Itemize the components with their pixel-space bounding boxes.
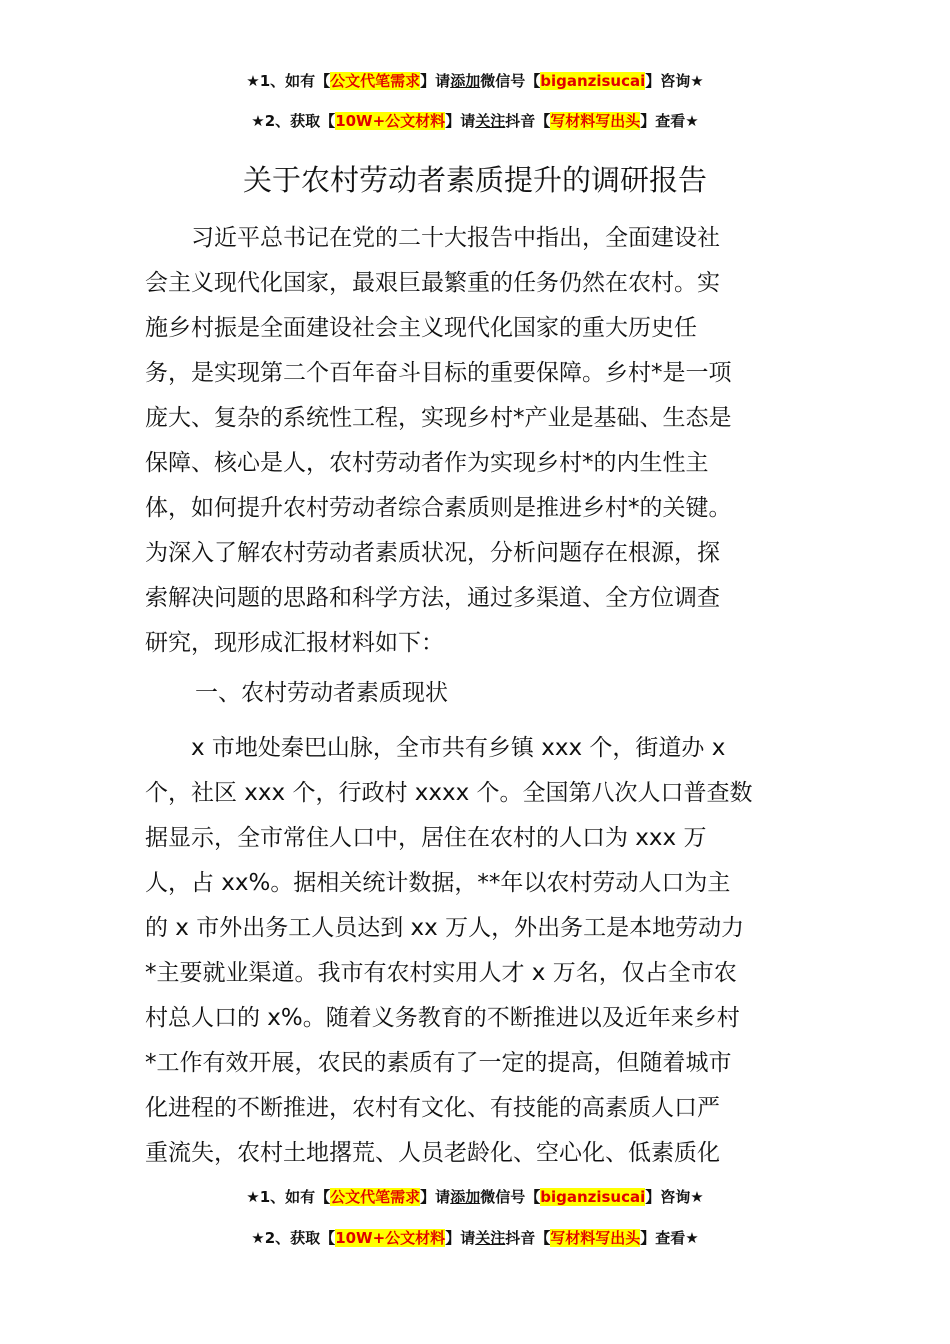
paragraph-line: 个，社区 xxx 个，行政村 xxxx 个。全国第八次人口普查数: [145, 780, 753, 806]
paragraph-line: 研究，现形成汇报材料如下：: [145, 630, 444, 656]
paragraph-line: 的 x 市外出务工人员达到 xx 万人，外出务工是本地劳动力: [145, 915, 745, 941]
header-promo-line-2: [0, 110, 950, 132]
footer-line2-mid2: 抖音【: [505, 1229, 551, 1247]
paragraph-line: 重流失，农村土地撂荒、人员老龄化、空心化、低素质化: [145, 1140, 720, 1166]
paragraph-line: 据显示，全市常住人口中，居住在农村的人口为 xxx 万: [145, 825, 707, 851]
header-line1-highlight-wechat-id: biganzisucai: [540, 72, 646, 90]
header-line2-suffix: 】查看★: [640, 112, 699, 130]
header-line2-mid2: 抖音【: [505, 112, 551, 130]
header-line2-highlight-materials: 10W+公文材料: [335, 112, 446, 130]
paragraph-line: 索解决问题的思路和科学方法，通过多渠道、全方位调查: [145, 585, 720, 611]
paragraph-line: 人，占 xx%。据相关统计数据，**年以农村劳动人口为主: [145, 870, 731, 896]
footer-line1-highlight-wechat-id: biganzisucai: [540, 1188, 646, 1206]
section1-paragraph: [145, 726, 807, 1176]
header-line1-prefix: ★1、如有【: [246, 72, 331, 90]
footer-line1-mid2: 微信号【: [480, 1188, 541, 1206]
paragraph-line: 体，如何提升农村劳动者综合素质则是推进乡村*的关键。: [145, 495, 732, 521]
paragraph-line: 村总人口的 x%。随着义务教育的不断推进以及近年来乡村: [145, 1005, 740, 1031]
header-line2-underlined: 关注: [475, 112, 506, 130]
paragraph-line: *主要就业渠道。我市有农村实用人才 x 万名，仅占全市农: [145, 960, 737, 986]
header-line1-highlight-service: 公文代笔需求: [330, 72, 421, 90]
footer-line2-prefix: ★2、获取【: [251, 1229, 336, 1247]
paragraph-line: 保障、核心是人，农村劳动者作为实现乡村*的内生性主: [145, 450, 709, 476]
paragraph-line: x 市地处秦巴山脉，全市共有乡镇 xxx 个，街道办 x: [145, 735, 726, 761]
paragraph-line: 化进程的不断推进，农村有文化、有技能的高素质人口严: [145, 1095, 720, 1121]
header-line1-underlined: 添加: [450, 72, 481, 90]
paragraph-line: 习近平总书记在党的二十大报告中指出，全面建设社: [145, 225, 720, 251]
footer-promo-line-1: [0, 1186, 950, 1208]
footer-line1-prefix: ★1、如有【: [246, 1188, 331, 1206]
document-title: 关于农村劳动者素质提升的调研报告: [242, 163, 707, 197]
footer-line2-underlined: 关注: [475, 1229, 506, 1247]
header-promo-line-1: [0, 70, 950, 92]
paragraph-line: 为深入了解农村劳动者素质状况，分析问题存在根源，探: [145, 540, 720, 566]
header-line2-prefix: ★2、获取【: [251, 112, 336, 130]
header-line1-suffix: 】咨询★: [645, 72, 704, 90]
footer-line2-highlight-douyin-id: 写材料写出头: [550, 1229, 641, 1247]
footer-line1-mid1: 】请: [420, 1188, 451, 1206]
footer-line1-suffix: 】咨询★: [645, 1188, 704, 1206]
paragraph-line: *工作有效开展，农民的素质有了一定的提高，但随着城市: [145, 1050, 732, 1076]
footer-line1-underlined: 添加: [450, 1188, 481, 1206]
paragraph-line: 务，是实现第二个百年奋斗目标的重要保障。乡村*是一项: [145, 360, 732, 386]
paragraph-line: 施乡村振是全面建设社会主义现代化国家的重大历史任: [145, 315, 697, 341]
header-line1-mid2: 微信号【: [480, 72, 541, 90]
intro-paragraph: [145, 216, 807, 666]
paragraph-line: 庞大、复杂的系统性工程，实现乡村*产业是基础、生态是: [145, 405, 732, 431]
paragraph-line: 会主义现代化国家，最艰巨最繁重的任务仍然在农村。实: [145, 270, 720, 296]
footer-line2-mid1: 】请: [445, 1229, 476, 1247]
footer-line2-suffix: 】查看★: [640, 1229, 699, 1247]
header-line1-mid1: 】请: [420, 72, 451, 90]
header-line2-mid1: 】请: [445, 112, 476, 130]
section-heading-1: 一、农村劳动者素质现状: [195, 680, 448, 706]
footer-line2-highlight-materials: 10W+公文材料: [335, 1229, 446, 1247]
header-line2-highlight-douyin-id: 写材料写出头: [550, 112, 641, 130]
footer-promo-line-2: [0, 1227, 950, 1249]
footer-line1-highlight-service: 公文代笔需求: [330, 1188, 421, 1206]
